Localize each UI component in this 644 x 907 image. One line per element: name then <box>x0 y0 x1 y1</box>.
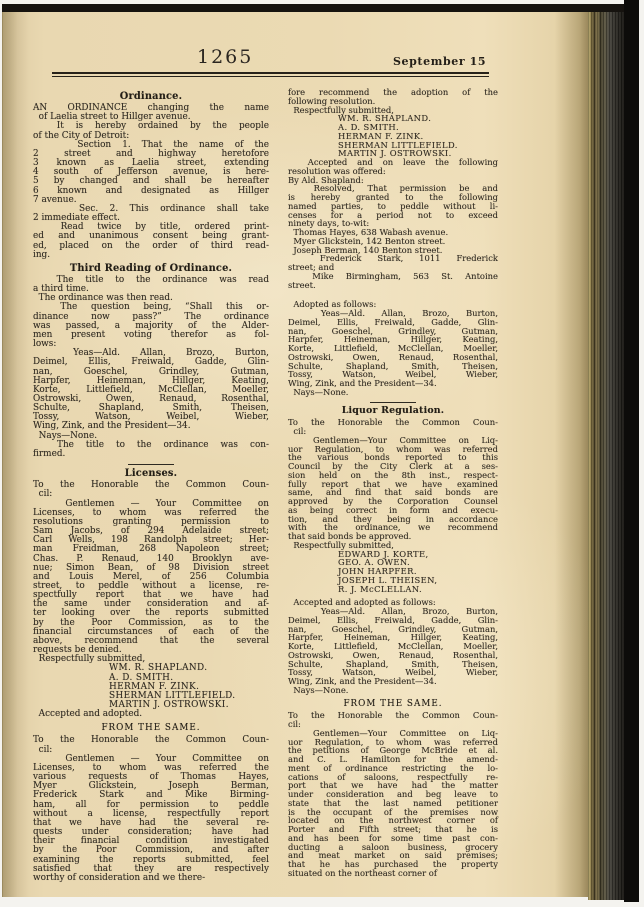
signature-line: JOSEPH L. THEISEN, <box>338 574 438 585</box>
text-line: men present voting therefor as fol- <box>33 329 269 340</box>
signature-block <box>288 550 498 594</box>
paragraph <box>288 729 498 878</box>
text-line: resolutions granting permission to <box>33 516 269 527</box>
column-left <box>33 88 269 883</box>
text-line: Frederick Stark and Mike Birming- <box>33 790 269 801</box>
text-line: 6 known and designated as Hillger <box>33 185 269 196</box>
text-line: Nays—None. <box>288 386 349 397</box>
text-line: and Louis Merel, of 256 Columbia <box>33 571 269 582</box>
text-line: Tossy, Watson, Weibel, Wieber, <box>288 667 498 678</box>
text-line: Harpfer, Heineman, Hillger, Keating, <box>288 334 498 345</box>
text-line: Korte, Littlefield, McClellan, Moeller, <box>288 641 498 651</box>
text-line: the petitions of George McBride et al. <box>288 745 498 756</box>
paragraph <box>33 710 269 719</box>
text-line: lows: <box>33 339 57 350</box>
paragraph <box>288 88 498 106</box>
text-line: approved by the Corporation Counsel <box>288 496 498 506</box>
paragraph <box>33 481 269 499</box>
paragraph <box>33 349 269 431</box>
paragraph <box>288 254 498 272</box>
column-right <box>288 88 498 883</box>
text-line: Chas. P. Renaud, 140 Brooklyn ave- <box>33 553 269 564</box>
text-line: Myer Glickstein, Joseph Berman, <box>33 781 269 792</box>
text-line: that we have had the several re- <box>33 817 269 828</box>
text-line: Section 1. That the name of the <box>33 139 269 150</box>
section-heading: Liquor Regulation. <box>341 404 445 416</box>
text-line: situated on the northeast corner of <box>288 867 437 878</box>
text-line: fully report that we have examined <box>288 478 498 489</box>
text-line: 5 by changed and shall be hereafter <box>33 176 269 187</box>
text-line: Licenses, to whom was referred the <box>33 507 269 518</box>
section-heading: Licenses. <box>124 468 178 480</box>
text-line: Schulte, Shapland, Smith, Theisen, <box>33 403 269 414</box>
text-line: To the Honorable the Common Coun- <box>288 710 498 721</box>
text-line: Tossy, Watson, Weibel, Wieber, <box>33 412 269 423</box>
text-line: nue; Simon Bean, of 98 Division street <box>33 562 269 573</box>
text-line: Yeas—Ald. Allan, Brozo, Burton, <box>288 308 498 318</box>
text-line: To the Honorable the Common Coun- <box>33 480 269 491</box>
page-number: 1265 <box>197 46 254 68</box>
section-divider-rule <box>128 464 174 465</box>
text-line: Adopted as follows: <box>288 299 377 310</box>
text-line: Resolved, That permission be and <box>288 183 498 194</box>
text-line: Wing, Zink, and the President—34. <box>288 378 437 388</box>
text-line: firmed. <box>33 448 66 459</box>
text-line: ment of ordinance restricting the lo- <box>288 762 498 773</box>
text-line: located on the northwest corner of <box>288 815 498 826</box>
text-line: financial circumstances of each of the <box>33 626 269 637</box>
text-line: a third time. <box>33 284 89 295</box>
text-line: Accepted and adopted. <box>33 709 143 720</box>
text-line: AN ORDINANCE changing the name <box>33 103 269 114</box>
text-line: 7 avenue. <box>33 194 77 205</box>
signature-line: A. D. SMITH. <box>338 122 400 132</box>
text-line: 4 south of Jefferson avenue, is here- <box>33 167 269 178</box>
text-line: Sam Jacobs, of 294 Adelaide street; <box>33 526 269 537</box>
text-line: Gentlemen—Your Committee on Liq- <box>288 434 498 445</box>
text-line: Korte, Littlefield, McClellan, Moeller, <box>288 343 498 353</box>
text-line: Nays—None. <box>288 684 349 695</box>
signature-line: MARTIN J. OSTROWSKI. <box>109 700 229 710</box>
text-line: 2 immediate effect. <box>33 213 121 224</box>
text-line: To the Honorable the Common Coun- <box>33 735 269 746</box>
text-line: Gentlemen — Your Committee on <box>33 498 269 509</box>
text-line: Respectfully submitted, <box>288 104 394 115</box>
text-line: that he has purchased the property <box>288 859 498 869</box>
paragraph <box>33 223 269 260</box>
text-line: quests under consideration; have had <box>33 827 269 838</box>
section <box>288 402 498 695</box>
paragraph <box>288 158 498 176</box>
text-line: Nays—None. <box>33 430 98 441</box>
text-line: By Ald. Shapland: <box>288 174 364 185</box>
text-line: cil: <box>288 719 301 729</box>
text-line: port that we have had the matter <box>288 780 498 791</box>
paragraph <box>288 711 498 729</box>
header-double-rule <box>52 72 489 77</box>
text-line: resolution was offered: <box>288 165 386 176</box>
text-line: is the occupant of the premises now <box>288 806 498 817</box>
text-line: requests be denied. <box>33 645 122 656</box>
text-line: various requests of Thomas Hayes, <box>33 772 269 783</box>
text-line: man Freidman, 268 Napoleon street; <box>33 544 269 555</box>
text-line: Licenses, to whom was referred the <box>33 762 269 773</box>
text-line: Ostrowski, Owen, Renaud, Rosenthal, <box>288 649 498 660</box>
paragraph <box>33 500 269 656</box>
section <box>288 700 498 878</box>
text-line: state that the last named petitioner <box>288 797 498 808</box>
text-line: nan, Goeschel, Grindley, Gutman, <box>288 325 498 336</box>
signature-line: JOHN HARPFER. <box>338 566 417 576</box>
paragraph <box>288 388 498 397</box>
scan-top-edge <box>2 4 624 12</box>
text-line: Tossy, Watson, Weibel, Wieber, <box>288 369 498 380</box>
section <box>33 264 269 459</box>
text-line: satisfied that they are respectively <box>33 863 269 874</box>
text-line: ninety days, to-wit: <box>288 218 370 229</box>
text-line: by the Poor Commission, as to the <box>33 617 269 628</box>
text-line: the same under consideration and af- <box>33 599 269 610</box>
text-line: The title to the ordinance was read <box>33 274 269 285</box>
section-heading: FROM THE SAME. <box>101 723 201 734</box>
text-line: Ostrowski, Owen, Renaud, Rosenthal, <box>33 394 269 404</box>
text-line: Yeas—Ald. Allan, Brozo, Burton, <box>288 606 498 616</box>
text-line: Carl Wells, 198 Randolph street; Her- <box>33 535 269 546</box>
text-line: Thomas Hayes, 638 Wabash avenue. <box>288 227 449 237</box>
text-line: sion held on the 8th inst., respect- <box>288 469 498 480</box>
signature-line: HERMAN F. ZINK. <box>109 681 200 692</box>
text-line: that said bonds be approved. <box>288 531 412 541</box>
text-line: dinance now pass?” The ordinance <box>33 311 269 322</box>
text-line: Frederick Stark, 1011 Frederick <box>288 253 498 264</box>
text-line: ing. <box>33 249 51 260</box>
text-line: The title to the ordinance was con- <box>33 439 269 450</box>
text-line: and C. L. Hamilton for the amend- <box>288 754 498 764</box>
text-line: The question being, “Shall this or- <box>33 302 269 313</box>
text-line: Wing, Zink, and the President—34. <box>288 676 437 686</box>
signature-line: WM. R. SHAPLAND. <box>109 663 208 674</box>
text-line: the various bonds reported to this <box>288 452 498 463</box>
signature-line: GEO. A. OWEN. <box>338 557 411 568</box>
text-line: uor Regulation, to whom was referred <box>288 736 498 747</box>
text-line: nan, Goeschel, Grindley, Gutman, <box>288 623 498 634</box>
signature-block <box>288 114 498 158</box>
text-line: Council by the City Clerk at a ses- <box>288 461 498 471</box>
text-line: under consideration and beg leave to <box>288 789 498 799</box>
paragraph <box>288 436 498 541</box>
text-line: It is hereby ordained by the people <box>33 121 269 132</box>
text-line: Myer Glickstein, 142 Benton street. <box>288 235 446 246</box>
page-date-header: September 15 <box>393 55 487 68</box>
section-heading: FROM THE SAME. <box>343 698 443 709</box>
text-line: cil: <box>288 426 307 436</box>
text-line: street, to peddle without a license, re- <box>33 580 269 591</box>
text-line: fore recommend the adoption of the <box>288 87 498 97</box>
paragraph <box>288 607 498 686</box>
text-line: spectfully report that we have had <box>33 590 269 601</box>
text-line: and has been for some time past con- <box>288 832 498 843</box>
text-line: nan, Goeschel, Grindley, Gutman, <box>33 366 269 377</box>
signature-line: SHERMAN LITTLEFIELD. <box>338 139 458 150</box>
text-line: Korte, Littlefield, McClellan, Moeller, <box>33 384 269 395</box>
paragraph <box>33 441 269 459</box>
text-line: above, recommend that the several <box>33 635 269 646</box>
section-heading: Ordinance. <box>119 91 183 102</box>
text-line: cations of saloons, respectfully re- <box>288 771 498 782</box>
text-line: ed, placed on the order of third read- <box>33 240 269 251</box>
text-line: The ordinance was then read. <box>33 293 173 304</box>
signature-line: SHERMAN LITTLEFIELD. <box>109 690 236 701</box>
paragraph <box>33 736 269 754</box>
text-line: Mike Birmingham, 563 St. Antoine <box>288 270 498 281</box>
text-line: cil: <box>33 489 53 500</box>
text-line: Respectfully submitted, <box>33 654 146 665</box>
signature-line: A. D. SMITH. <box>109 672 174 683</box>
text-line: ed and unanimous consent being grant- <box>33 231 269 242</box>
text-line: same, and find that said bonds are <box>288 487 498 498</box>
paragraph <box>288 184 498 228</box>
signature-line: HERMAN F. ZINK. <box>338 130 424 141</box>
text-line: Sec. 2. This ordinance shall take <box>33 203 269 214</box>
text-line: street; and <box>288 262 335 272</box>
text-line: Deimel, Ellis, Freiwald, Gadde, Glin- <box>288 614 498 625</box>
paragraph <box>33 276 269 294</box>
text-line: worthy of consideration and we there- <box>33 872 206 883</box>
section-heading: Third Reading of Ordinance. <box>69 262 233 274</box>
text-line: Respectfully submitted, <box>288 539 394 550</box>
text-line: uor Regulation, to whom was referred <box>288 443 498 454</box>
signature-block <box>33 664 269 710</box>
text-line: ducting a saloon business, grocery <box>288 841 498 852</box>
text-line: To the Honorable the Common Coun- <box>288 417 498 428</box>
section <box>288 88 498 397</box>
paragraph <box>33 141 269 205</box>
text-line: Read twice by title, ordered print- <box>33 222 269 233</box>
text-line: Yeas—Ald. Allan, Brozo, Burton, <box>33 348 269 359</box>
text-line: following resolution. <box>288 95 376 106</box>
signature-line: WM. R. SHAPLAND. <box>338 113 432 124</box>
text-line: as being correct in form and execu- <box>288 504 498 515</box>
text-line: Gentlemen — Your Committee on <box>33 753 269 764</box>
text-line: Accepted and adopted as follows: <box>288 597 436 608</box>
text-line: named parties, to peddle without li- <box>288 200 498 211</box>
text-line: was passed, a majority of the Alder- <box>33 320 269 331</box>
paragraph <box>288 418 498 436</box>
book-page-edges <box>588 4 624 900</box>
text-line: street. <box>288 279 316 290</box>
signature-line: EDWARD J. KORTE, <box>338 548 429 559</box>
text-line: ter looking over the reports submitted <box>33 608 269 619</box>
text-line: Gentlemen—Your Committee on Liq- <box>288 727 498 738</box>
paragraph <box>33 104 269 122</box>
text-line: with the ordinance, we recommend <box>288 522 498 533</box>
section <box>33 92 269 260</box>
text-line: Harpfer, Heineman, Hillger, Keating, <box>288 632 498 643</box>
text-line: Porter and Fifth street; that he is <box>288 824 498 834</box>
text-line: Wing, Zink, and the President—34. <box>33 421 191 432</box>
text-line: cil: <box>33 744 53 755</box>
text-line: 3 known as Laelia street, extending <box>33 158 269 169</box>
text-line: of Laelia street to Hillger avenue. <box>33 112 191 123</box>
section <box>33 724 269 883</box>
text-line: without a license, respectfully report <box>33 808 269 819</box>
text-line: Deimel, Ellis, Freiwald, Gadde, Glin- <box>288 316 498 327</box>
text-line: Deimel, Ellis, Freiwald, Gadde, Glin- <box>33 357 269 368</box>
text-line: Joseph Berman, 140 Benton street. <box>288 244 443 255</box>
text-line: of the City of Detroit: <box>33 130 130 141</box>
text-line: Ostrowski, Owen, Renaud, Rosenthal, <box>288 351 498 362</box>
paragraph <box>288 686 498 695</box>
paragraph <box>288 272 498 290</box>
section-divider-rule <box>370 402 416 403</box>
text-columns <box>33 88 498 883</box>
paragraph <box>33 122 269 140</box>
text-line: examining the reports submitted, feel <box>33 854 269 865</box>
text-line: and meat market on said premises; <box>288 850 498 861</box>
text-line: Schulte, Shapland, Smith, Theisen, <box>288 360 498 371</box>
text-line: by the Poor Commission, and after <box>33 845 269 856</box>
paragraph <box>33 303 269 349</box>
text-line: 2 street and highway heretofore <box>33 148 269 159</box>
text-line: tion, and they being in accordance <box>288 513 498 524</box>
text-line: censes for a period not to exceed <box>288 209 498 220</box>
paragraph <box>288 309 498 388</box>
paragraph <box>33 205 269 223</box>
book-cover-edge <box>624 0 639 902</box>
signature-line: R. J. McCLELLAN. <box>338 583 423 594</box>
text-line: Accepted and on leave the following <box>288 157 498 167</box>
signature-line: MARTIN J. OSTROWSKI. <box>338 148 452 159</box>
section <box>33 464 269 719</box>
text-line: Harpfer, Heineman, Hillger, Keating, <box>33 375 269 386</box>
text-line: their financial condition investigated <box>33 836 269 847</box>
text-line: is hereby granted to the following <box>288 192 498 202</box>
paragraph <box>33 755 269 883</box>
text-line: ham, all for permission to peddle <box>33 799 269 810</box>
text-line: Schulte, Shapland, Smith, Theisen, <box>288 658 498 669</box>
